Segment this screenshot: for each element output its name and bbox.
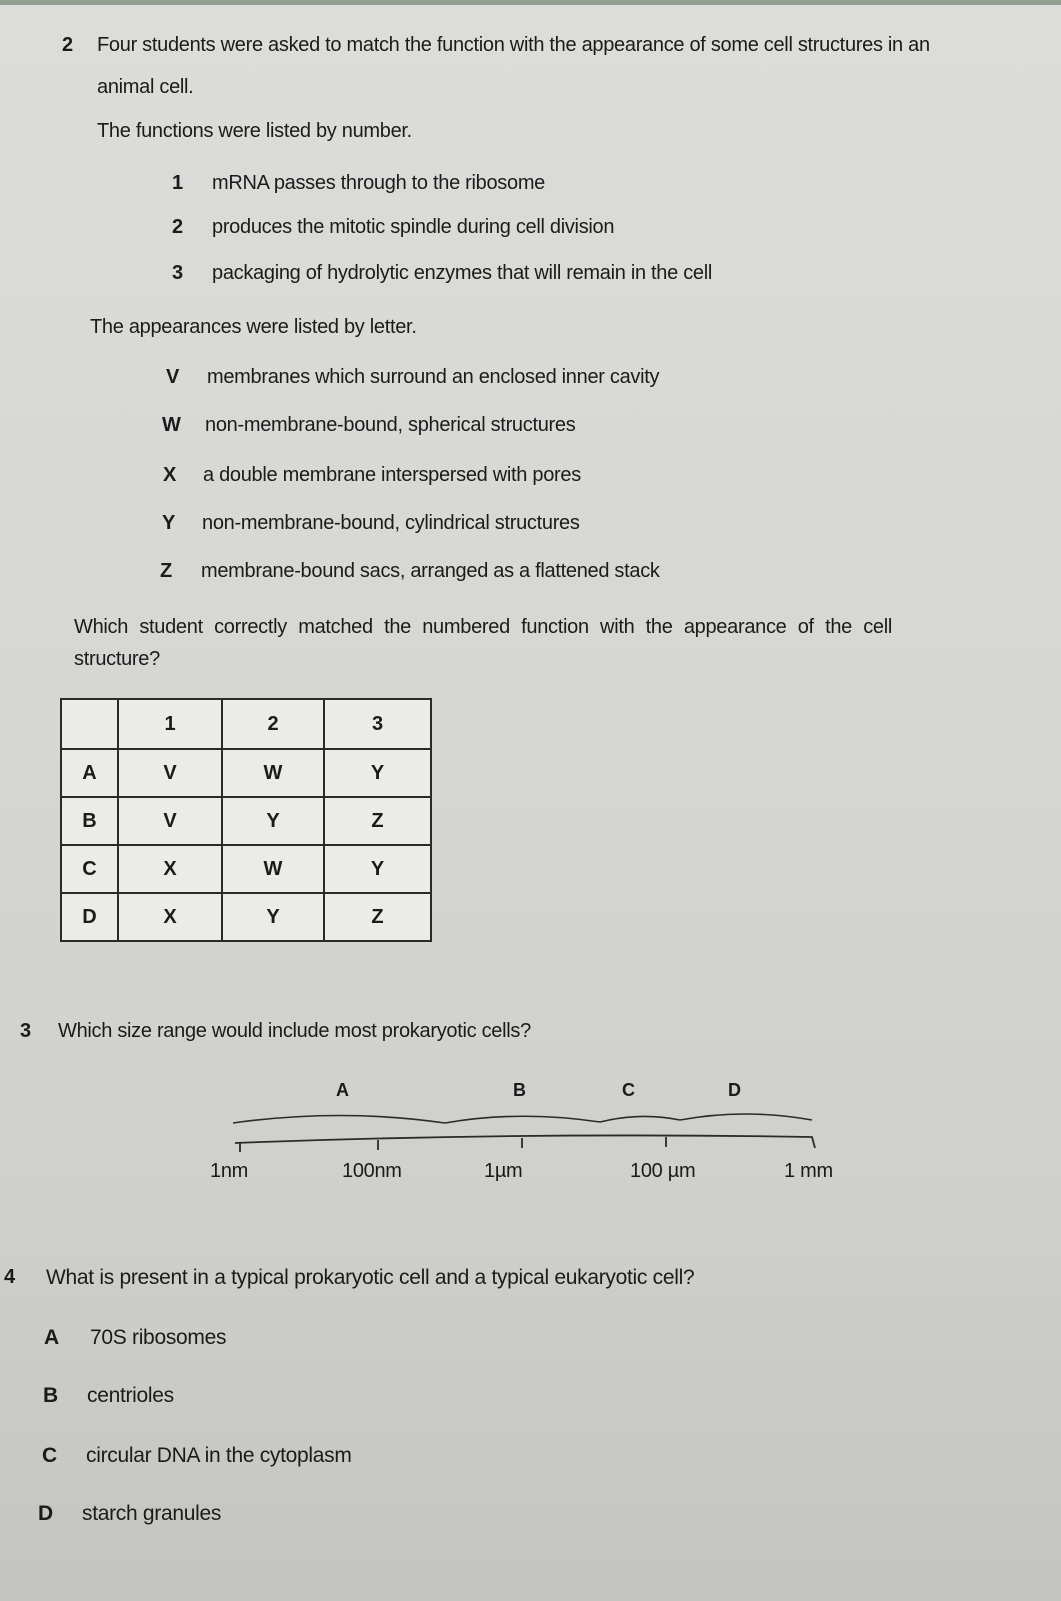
range-label-c: C: [622, 1080, 635, 1100]
function-2-number: 2: [172, 216, 184, 238]
question-4-prompt: What is present in a typical prokaryotic cell and a typical eukaryotic cell?: [46, 1266, 695, 1289]
option-b-text: centrioles: [87, 1384, 174, 1407]
function-2-text: produces the mitotic spindle during cell division: [212, 216, 615, 238]
range-arc-b: [445, 1116, 600, 1123]
table-cell: Y: [222, 797, 324, 845]
appearance-w-text: non-membrane-bound, spherical structures: [205, 414, 576, 436]
table-cell-option: B: [61, 797, 118, 845]
range-arc-d: [680, 1114, 812, 1120]
table-cell-option: A: [61, 749, 118, 797]
scale-label-1um: 1µm: [484, 1160, 523, 1182]
table-cell: X: [118, 845, 222, 893]
question-2-prompt-line2: structure?: [74, 648, 160, 670]
table-cell: Y: [324, 749, 431, 797]
option-a-text: 70S ribosomes: [90, 1326, 227, 1349]
option-c-text: circular DNA in the cytoplasm: [86, 1444, 352, 1467]
table-cell: W: [222, 749, 324, 797]
table-cell-option: C: [61, 845, 118, 893]
option-a-letter: A: [44, 1326, 60, 1349]
table-cell: V: [118, 749, 222, 797]
option-d-letter: D: [38, 1502, 54, 1525]
table-header-cell: 2: [222, 699, 324, 749]
function-3-number: 3: [172, 262, 184, 284]
question-2-number: 2: [62, 34, 74, 56]
functions-intro: The functions were listed by number.: [97, 120, 412, 142]
appearances-intro: The appearances were listed by letter.: [90, 316, 417, 338]
scale-label-100nm: 100nm: [342, 1160, 402, 1182]
range-arc-a: [233, 1116, 445, 1124]
question-3-prompt: Which size range would include most prokaryotic cells?: [58, 1020, 531, 1042]
scale-label-1nm: 1nm: [210, 1160, 249, 1182]
appearance-x-text: a double membrane interspersed with pores: [203, 464, 581, 486]
question-4-number: 4: [4, 1266, 16, 1288]
option-c-letter: C: [42, 1444, 58, 1467]
table-cell: W: [222, 845, 324, 893]
appearance-y-letter: Y: [162, 512, 176, 534]
option-d-text: starch granules: [82, 1502, 222, 1525]
appearance-v-letter: V: [166, 366, 180, 388]
table-cell: Z: [324, 893, 431, 941]
table-header-cell: 1: [118, 699, 222, 749]
question-2-intro-line2: animal cell.: [97, 76, 194, 98]
range-arc-c: [600, 1116, 680, 1122]
range-label-d: D: [728, 1080, 741, 1100]
range-label-b: B: [513, 1080, 526, 1100]
table-cell: V: [118, 797, 222, 845]
scale-label-100um: 100 µm: [630, 1160, 696, 1182]
scale-label-1mm: 1 mm: [784, 1160, 833, 1182]
question-2-intro-line1: Four students were asked to match the function with the appearance of some cell structures in an: [97, 34, 930, 56]
question-2-prompt-line1: Which student correctly matched the numbered function with the appearance of the cell: [74, 616, 893, 638]
appearance-v-text: membranes which surround an enclosed inner cavity: [207, 366, 660, 388]
function-3-text: packaging of hydrolytic enzymes that will remain in the cell: [212, 262, 713, 284]
option-b-letter: B: [43, 1384, 59, 1407]
appearance-w-letter: W: [162, 414, 181, 436]
table-cell: Y: [222, 893, 324, 941]
table-cell: X: [118, 893, 222, 941]
function-1-text: mRNA passes through to the ribosome: [212, 172, 546, 194]
range-label-a: A: [336, 1080, 349, 1100]
appearance-x-letter: X: [163, 464, 177, 486]
question-3-number: 3: [20, 1020, 32, 1042]
table-header-cell: 3: [324, 699, 431, 749]
appearance-z-text: membrane-bound sacs, arranged as a flattened stack: [201, 560, 660, 582]
function-1-number: 1: [172, 172, 184, 194]
table-cell: Y: [324, 845, 431, 893]
table-cell: Z: [324, 797, 431, 845]
appearance-z-letter: Z: [160, 560, 173, 582]
scale-line: [235, 1135, 815, 1148]
table-cell-option: D: [61, 893, 118, 941]
appearance-y-text: non-membrane-bound, cylindrical structures: [202, 512, 580, 534]
